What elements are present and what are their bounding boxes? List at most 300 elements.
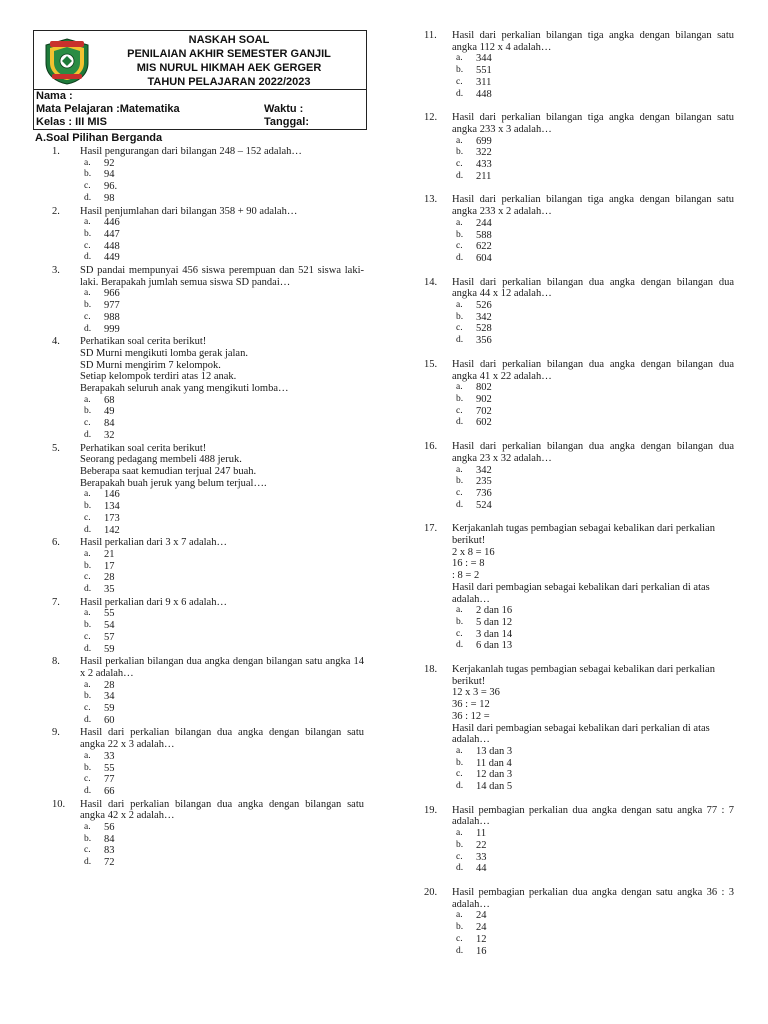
question-number: 6. [52,537,60,549]
answer-option[interactable] [84,680,364,692]
option-letter: c. [84,774,91,785]
option-letter: b. [84,406,92,417]
answer-option[interactable] [84,703,364,715]
answer-option[interactable] [84,644,364,656]
answer-option[interactable] [456,840,734,852]
option-value: 84 [104,833,115,845]
option-value: 59 [104,703,115,715]
option-value: 11 dan 4 [476,757,512,769]
question-stem: Hasil pengurangan dari bilangan 248 – 152 adalah… [80,146,302,157]
option-letter: c. [84,631,91,642]
option-letter: c. [456,405,463,416]
question-stem: 36 : = 12 [452,699,490,711]
question-number: 17. [424,523,438,535]
question-stem: Hasil dari pembagian sebagai kebalikan dari perkalian di atas adalah… [452,581,710,605]
answer-option[interactable] [84,549,364,561]
answer-options [84,158,364,205]
answer-option[interactable] [456,77,734,89]
option-value: 92 [104,157,115,169]
answer-options [456,382,734,429]
answer-option[interactable] [84,300,364,312]
answer-option[interactable] [84,513,364,525]
question-item [52,206,364,265]
option-letter: a. [456,135,463,146]
option-value: 134 [104,501,120,513]
option-value: 142 [104,524,120,536]
question-stem: Hasil dari perkalian bilangan dua angka dengan bilangan dua angka 41 x 22 adalah… [452,358,734,382]
answer-option[interactable] [84,561,364,573]
option-letter: d. [84,785,92,796]
question-stem: Hasil pembagian perkalian dua angka dengan satu angka 77 : 7 adalah… [452,804,734,828]
option-value: 28 [104,572,115,584]
option-letter: b. [456,65,464,76]
answer-option[interactable] [456,500,734,512]
option-letter: d. [84,643,92,654]
option-letter: d. [456,170,464,181]
question-item [424,30,734,100]
option-value: 49 [104,406,115,418]
answer-option[interactable] [84,763,364,775]
option-value: 448 [476,88,492,100]
option-value: 56 [104,822,115,834]
answer-option[interactable] [84,181,364,193]
answer-option[interactable] [84,418,364,430]
question-item [424,805,734,875]
answer-option[interactable] [84,857,364,869]
answer-option[interactable] [456,241,734,253]
option-letter: d. [84,252,92,263]
option-value: 433 [476,159,492,171]
question-item [424,112,734,182]
answer-option[interactable] [84,169,364,181]
answer-option[interactable] [84,632,364,644]
answer-option[interactable] [456,910,734,922]
question-item [52,597,364,656]
question-spacer [424,100,734,112]
answer-option[interactable] [456,863,734,875]
option-letter: a. [84,822,91,833]
option-letter: a. [84,217,91,228]
answer-option[interactable] [84,845,364,857]
option-value: 3 dan 14 [476,628,513,640]
answer-option[interactable] [84,406,364,418]
answer-options [84,822,364,869]
option-letter: c. [456,769,463,780]
option-value: 344 [476,53,492,65]
option-letter: c. [456,323,463,334]
question-number: 15. [424,358,438,370]
answer-options [84,549,364,596]
answer-option[interactable] [456,769,734,781]
question-number: 20. [424,887,438,898]
answer-options [456,910,734,957]
questions-column-left [52,146,364,869]
option-value: 96. [104,181,118,193]
answer-option[interactable] [456,218,734,230]
option-value: 602 [476,417,492,429]
option-value: 524 [476,499,492,511]
answer-option[interactable] [84,241,364,253]
answer-option[interactable] [456,300,734,312]
question-spacer [424,182,734,194]
option-letter: a. [456,53,463,64]
answer-option[interactable] [456,922,734,934]
option-value: 211 [476,170,492,182]
option-value: 802 [476,382,492,394]
answer-option[interactable] [456,159,734,171]
question-stem: Hasil dari perkalian bilangan dua angka dengan bilangan dua angka 44 x 12 adalah… [452,276,734,300]
answer-option[interactable] [84,430,364,442]
question-stem: Hasil perkalian bilangan dua angka dengan bilangan satu angka 14 x 2 adalah… [80,656,364,679]
school-crest-icon [42,37,92,85]
option-value: 699 [476,135,492,147]
option-letter: a. [84,750,91,761]
answer-option[interactable] [84,691,364,703]
option-letter: b. [456,922,464,933]
option-value: 702 [476,405,492,417]
answer-option[interactable] [84,501,364,513]
option-letter: b. [84,691,92,702]
question-stem: 12 x 3 = 36 [452,687,500,699]
question-number: 12. [424,112,438,124]
answer-option[interactable] [84,608,364,620]
question-number: 11. [424,30,437,41]
option-letter: a. [456,217,463,228]
option-letter: a. [84,548,91,559]
answer-option[interactable] [84,834,364,846]
question-stem: Seorang pedagang membeli 488 jeruk. [80,454,242,466]
answer-options [84,288,364,335]
option-letter: a. [84,157,91,168]
option-value: 736 [476,487,492,499]
option-letter: a. [84,394,91,405]
option-letter: d. [84,524,92,535]
option-value: 17 [104,560,115,572]
answer-option[interactable] [84,751,364,763]
id-row-kelas [36,116,366,129]
answer-option[interactable] [456,640,734,652]
option-letter: a. [456,382,463,393]
option-value: 11 [476,828,487,840]
option-value: 66 [104,785,115,797]
header-line-2: PENILAIAN AKHIR SEMESTER GANJIL [127,48,331,60]
answer-option[interactable] [456,406,734,418]
option-letter: b. [456,839,464,850]
question-item [52,727,364,797]
answer-option[interactable] [456,828,734,840]
answer-options [456,53,734,100]
answer-option[interactable] [84,489,364,501]
option-value: 28 [104,679,115,691]
option-letter: d. [84,192,92,203]
nama-field[interactable]: Nama : [36,90,73,102]
option-value: 342 [476,464,492,476]
option-letter: c. [456,241,463,252]
option-value: 98 [104,192,115,204]
answer-option[interactable] [456,746,734,758]
answer-option[interactable] [84,158,364,170]
answer-options [456,746,734,793]
answer-option[interactable] [84,312,364,324]
question-number: 8. [52,656,60,668]
option-value: 35 [104,584,115,596]
option-value: 235 [476,476,492,488]
option-value: 977 [104,300,120,312]
question-number: 3. [52,265,60,277]
option-value: 5 dan 12 [476,616,513,628]
answer-options [456,218,734,265]
option-letter: c. [84,512,91,523]
option-value: 244 [476,217,492,229]
option-value: 988 [104,311,120,323]
question-number: 14. [424,276,438,288]
answer-options [456,136,734,183]
option-letter: d. [84,857,92,868]
answer-option[interactable] [456,605,734,617]
answer-option[interactable] [456,382,734,394]
question-number: 13. [424,194,438,206]
exam-header [33,30,367,90]
option-value: 59 [104,643,115,655]
option-letter: c. [84,181,91,192]
option-value: 24 [476,910,487,922]
question-stem: Hasil dari perkalian bilangan dua angka dengan bilangan satu angka 42 x 2 adalah… [80,798,364,822]
header-title-lines [96,33,362,89]
option-letter: a. [456,910,463,921]
answer-option[interactable] [84,572,364,584]
waktu-field[interactable]: Waktu : [264,103,304,115]
answer-options [84,680,364,727]
answer-options [84,608,364,655]
question-stem: Hasil dari pembagian sebagai kebalikan dari perkalian di atas adalah… [452,722,710,746]
option-letter: b. [84,300,92,311]
header-line-1: NASKAH SOAL [188,34,270,46]
option-letter: a. [84,679,91,690]
option-value: 68 [104,394,115,406]
option-letter: d. [456,335,464,346]
option-letter: b. [84,620,92,631]
answer-option[interactable] [84,786,364,798]
option-letter: b. [84,560,92,571]
question-stem: Hasil dari perkalian bilangan tiga angka dengan bilangan satu angka 233 x 3 adalah… [452,112,734,135]
option-letter: c. [84,572,91,583]
option-letter: b. [456,616,464,627]
question-stem: Hasil perkalian dari 3 x 7 adalah… [80,537,227,549]
answer-option[interactable] [456,758,734,770]
option-letter: d. [456,88,464,99]
question-stem: 16 : = 8 [452,558,485,570]
question-stem: Hasil perkalian dari 9 x 6 adalah… [80,596,227,608]
option-value: 966 [104,288,120,300]
option-letter: d. [84,429,92,440]
option-letter: d. [456,863,464,874]
answer-options [456,465,734,512]
answer-option[interactable] [84,193,364,205]
answer-option[interactable] [84,822,364,834]
option-value: 77 [104,774,115,786]
question-item [424,887,734,957]
option-value: 342 [476,311,492,323]
option-letter: b. [456,147,464,158]
option-value: 449 [104,252,120,264]
option-letter: b. [84,169,92,180]
option-letter: b. [456,393,464,404]
question-number: 19. [424,804,438,816]
answer-option[interactable] [456,617,734,629]
question-number: 10. [52,798,66,810]
answer-option[interactable] [456,253,734,265]
option-letter: a. [456,464,463,475]
option-letter: c. [456,159,463,170]
option-value: 94 [104,169,115,181]
header-line-3: MIS NURUL HIKMAH AEK GERGER [136,62,322,74]
option-letter: c. [84,418,91,429]
option-value: 356 [476,335,492,347]
answer-option[interactable] [84,395,364,407]
answer-option[interactable] [456,465,734,477]
question-item [424,664,734,793]
option-letter: d. [456,417,464,428]
question-spacer [424,652,734,664]
answer-option[interactable] [456,323,734,335]
option-letter: c. [84,240,91,251]
answer-option[interactable] [456,417,734,429]
option-value: 55 [104,762,115,774]
option-value: 33 [104,750,115,762]
option-value: 6 dan 13 [476,640,513,652]
option-value: 173 [104,512,120,524]
option-value: 22 [476,839,487,851]
question-stem: Hasil dari perkalian bilangan tiga angka dengan bilangan satu angka 233 x 2 adalah… [452,194,734,218]
question-item [52,537,364,596]
question-item [52,265,364,335]
answer-option[interactable] [456,781,734,793]
header-line-4: TAHUN PELAJARAN 2022/2023 [147,76,311,88]
question-item [52,656,364,726]
question-item [424,277,734,347]
answer-option[interactable] [84,584,364,596]
option-value: 447 [104,228,120,240]
answer-option[interactable] [456,629,734,641]
option-letter: d. [84,584,92,595]
option-value: 54 [104,620,115,632]
question-item [424,523,734,652]
question-number: 18. [424,664,438,676]
kelas-field: Kelas : III MIS [36,116,107,128]
question-item [424,359,734,429]
option-letter: c. [456,628,463,639]
answer-options [84,217,364,264]
option-value: 446 [104,217,120,229]
question-number: 2. [52,205,60,217]
answer-option[interactable] [84,217,364,229]
option-letter: d. [456,781,464,792]
answer-option[interactable] [84,324,364,336]
answer-option[interactable] [456,476,734,488]
question-stem: Setiap kelompok terdiri atas 12 anak. [80,371,237,383]
tanggal-field[interactable]: Tanggal: [264,116,310,128]
question-stem: : 8 = 2 [452,570,480,582]
answer-option[interactable] [84,620,364,632]
question-number: 5. [52,442,60,454]
question-stem: SD Murni mengirim 7 kelompok. [80,359,221,371]
answer-option[interactable] [84,774,364,786]
answer-option[interactable] [84,229,364,241]
option-letter: a. [456,605,463,616]
answer-option[interactable] [84,715,364,727]
answer-options [456,828,734,875]
answer-option[interactable] [456,312,734,324]
student-identity-box [33,90,367,130]
id-row-nama [36,90,366,103]
question-stem: Perhatikan soal cerita berikut! [80,442,207,454]
answer-option[interactable] [456,230,734,242]
answer-option[interactable] [84,288,364,300]
question-spacer [424,429,734,441]
option-letter: c. [456,487,463,498]
answer-option[interactable] [456,946,734,958]
option-letter: a. [456,745,463,756]
answer-option[interactable] [456,394,734,406]
question-stem: 2 x 8 = 16 [452,546,495,558]
section-title: A.Soal Pilihan Berganda [35,132,163,144]
answer-option[interactable] [84,525,364,537]
option-value: 448 [104,240,120,252]
question-number: 16. [424,441,438,453]
option-value: 2 dan 16 [476,605,513,617]
option-value: 528 [476,323,492,335]
question-number: 4. [52,336,60,348]
option-value: 526 [476,300,492,312]
answer-option[interactable] [456,852,734,864]
answer-option[interactable] [456,53,734,65]
option-letter: a. [456,300,463,311]
question-spacer [424,511,734,523]
answer-option[interactable] [456,65,734,77]
answer-options [84,395,364,442]
option-value: 83 [104,845,115,857]
option-value: 12 dan 3 [476,769,513,781]
question-stem: Hasil pembagian perkalian dua angka dengan satu angka 36 : 3 adalah… [452,887,734,910]
option-letter: c. [84,703,91,714]
option-letter: d. [456,499,464,510]
question-spacer [424,265,734,277]
answer-option[interactable] [456,171,734,183]
question-number: 1. [52,146,60,157]
option-letter: b. [456,757,464,768]
option-letter: a. [84,489,91,500]
question-stem: Beberapa saat kemudian terjual 247 buah. [80,465,257,477]
option-value: 551 [476,65,492,77]
question-item [52,443,364,537]
option-letter: d. [456,640,464,651]
option-letter: b. [84,501,92,512]
option-letter: a. [84,608,91,619]
option-value: 16 [476,945,487,957]
answer-option[interactable] [456,934,734,946]
option-value: 33 [476,851,487,863]
answer-option[interactable] [84,252,364,264]
answer-option[interactable] [456,147,734,159]
option-value: 322 [476,147,492,159]
question-stem: Hasil dari perkalian bilangan dua angka dengan bilangan dua angka 23 x 32 adalah… [452,441,734,464]
answer-option[interactable] [456,335,734,347]
question-item [424,194,734,264]
question-item [52,799,364,869]
answer-option[interactable] [456,136,734,148]
answer-option[interactable] [456,488,734,500]
answer-option[interactable] [456,89,734,101]
